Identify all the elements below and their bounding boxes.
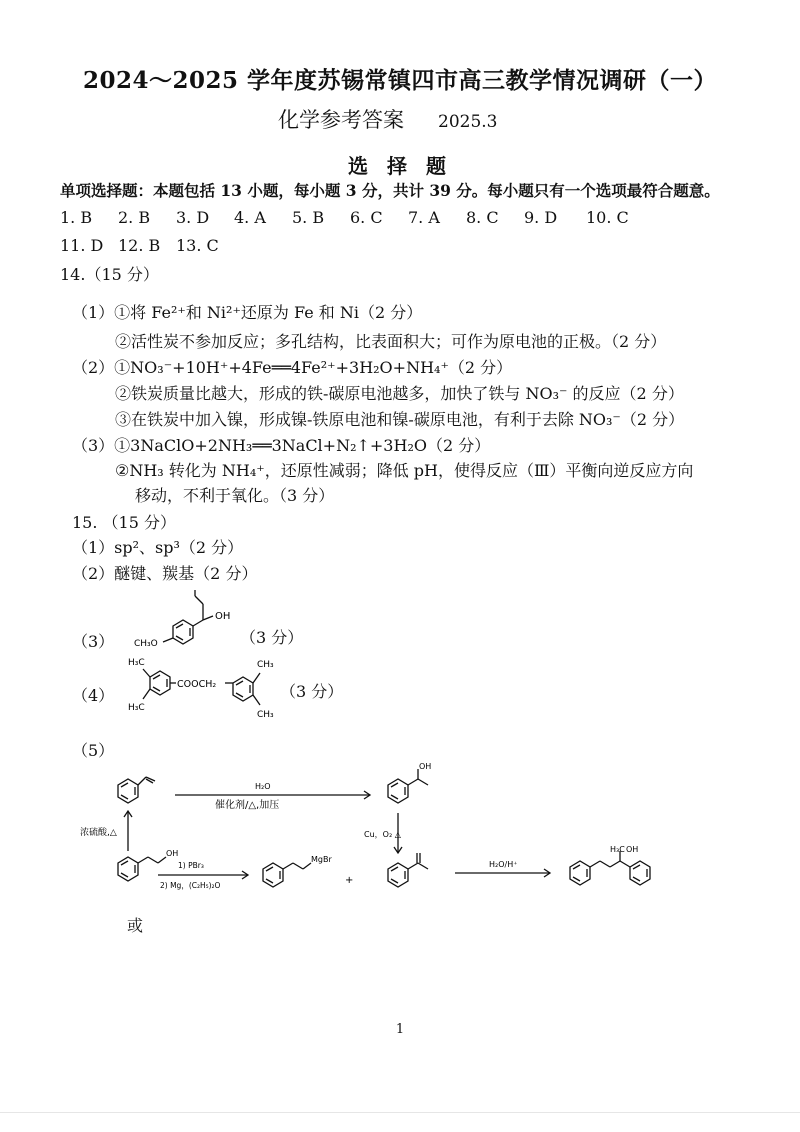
- bond: [253, 673, 260, 683]
- q15-heading: 15. （15 分）: [72, 513, 176, 532]
- bond: [418, 863, 428, 869]
- page-title: 2024～2025 学年度苏锡常镇四市高三教学情况调研（一）: [82, 67, 718, 94]
- exam-date: 2025.3: [438, 112, 498, 132]
- bond: [600, 861, 610, 867]
- mc-answer: 2. B: [118, 208, 151, 227]
- reagent-oxidation: Cu，O₂ △: [364, 830, 401, 839]
- q15-part1: （1）sp²、sp³（2 分）: [72, 538, 244, 557]
- q14-part2-item3: ③在铁炭中加入镍，形成镍-铁原电池和镍-碳原电池，有利于去除 NO₃⁻（2 分）: [115, 410, 685, 429]
- bond: [253, 695, 260, 705]
- mgbr-label: MgBr: [311, 855, 332, 864]
- subtitle: [278, 104, 497, 134]
- bond: [620, 861, 630, 867]
- or-text: 或: [127, 916, 144, 935]
- section-title: 选 择 题: [348, 154, 452, 178]
- bond: [610, 861, 620, 867]
- bond: [590, 861, 600, 867]
- ester-link-label: COOCH₂: [177, 679, 217, 690]
- mc-answer: 11. D: [60, 236, 104, 255]
- q15-part2: （2）醚键、羰基（2 分）: [72, 564, 258, 583]
- q14-part2-item1: （2）①NO₃⁻+10H⁺+4Fe══4Fe²⁺+3H₂O+NH₄⁺（2 分）: [72, 358, 513, 377]
- synthesis-scheme: [80, 755, 720, 905]
- bond: [158, 857, 166, 863]
- q14-part3-item3: 移动，不利于氧化。（3 分）: [135, 486, 335, 505]
- q14-part3-item2: ②NH₃ 转化为 NH₄⁺，还原性减弱；降低 pH，使得反应（Ⅲ）平衡向逆反应方向: [115, 461, 694, 480]
- subtitle-text: 化学参考答案: [278, 108, 404, 132]
- mc-answer: 7. A: [408, 208, 440, 227]
- reagent-hydrolysis: H₂O/H⁺: [489, 860, 518, 869]
- reagent-pbr3: 1) PBr₃: [178, 861, 204, 870]
- oh-label: OH: [626, 845, 639, 854]
- structure-q15-4: [123, 653, 283, 725]
- plus-sign: +: [345, 875, 354, 886]
- bond: [408, 863, 418, 869]
- reagent-catalyst: 催化剂/△,加压: [215, 800, 280, 811]
- bond: [138, 777, 146, 785]
- methyl-label: CH₃: [257, 660, 274, 670]
- bond: [203, 616, 213, 620]
- methyl-label: H₃C: [128, 658, 145, 668]
- structure-q15-3: [125, 588, 240, 654]
- mc-answers-row1: [60, 207, 644, 229]
- reagent-water: H₂O: [255, 782, 271, 791]
- bond: [138, 857, 148, 863]
- mc-answer: 12. B: [118, 236, 161, 255]
- q14-part3-item1: （3）①3NaClO+2NH₃══3NaCl+N₂↑+3H₂O（2 分）: [72, 436, 491, 455]
- footer-divider: [0, 1112, 800, 1113]
- q14-part1-item2: ②活性炭不参加反应；多孔结构，比表面积大；可作为原电池的正极。（2 分）: [115, 332, 667, 351]
- bond: [143, 689, 150, 699]
- methyl-label: CH₃: [257, 710, 274, 720]
- bond: [303, 863, 311, 869]
- methoxy-label: CH₃O: [134, 639, 158, 649]
- mc-answer: 9. D: [524, 208, 558, 227]
- oh-label: OH: [166, 849, 179, 858]
- q14-part2-item2: ②铁炭质量比越大，形成的铁-碳原电池越多，加快了铁与 NO₃⁻ 的反应（2 分）: [115, 384, 684, 403]
- reagent-acid: 浓硫酸,△: [80, 828, 117, 838]
- q15-part3-score: （3 分）: [240, 628, 304, 647]
- mc-answer: 3. D: [176, 208, 210, 227]
- methyl-label: H₃C: [610, 845, 625, 854]
- mc-instruction: 单项选择题：本题包括 13 小题，每小题 3 分，共计 39 分。每小题只有一个选项最符合题意。: [60, 181, 720, 200]
- q14-heading: 14.（15 分）: [60, 265, 159, 284]
- mc-answer: 6. C: [350, 208, 383, 227]
- page-number: 1: [395, 1022, 405, 1037]
- bond: [148, 857, 158, 863]
- reagent-mg: 2) Mg，(C₂H₅)₂O: [160, 881, 221, 890]
- mc-answer: 5. B: [292, 208, 325, 227]
- bond: [408, 779, 418, 785]
- bond: [195, 596, 203, 604]
- q15-part3-label: （3）: [72, 632, 115, 651]
- methyl-label: H₃C: [128, 703, 145, 713]
- bond: [143, 669, 150, 677]
- mc-answer: 13. C: [176, 236, 219, 255]
- bond: [193, 620, 203, 626]
- oh-label: OH: [419, 762, 432, 771]
- bond: [283, 863, 293, 869]
- oh-label: OH: [215, 611, 231, 622]
- q14-part1-item1: （1）①将 Fe²⁺和 Ni²⁺还原为 Fe 和 Ni（2 分）: [72, 303, 423, 322]
- mc-answer: 10. C: [586, 208, 629, 227]
- bond: [293, 863, 303, 869]
- q15-part4-label: （4）: [72, 686, 115, 705]
- mc-answer: 8. C: [466, 208, 499, 227]
- mc-answer: 1. B: [60, 208, 93, 227]
- mc-answers-row2: [60, 235, 234, 257]
- bond: [418, 779, 428, 785]
- mc-answer: 4. A: [234, 208, 266, 227]
- q15-part5-label: （5）: [72, 741, 115, 760]
- bond: [163, 638, 173, 642]
- q15-part4-score: （3 分）: [280, 682, 344, 701]
